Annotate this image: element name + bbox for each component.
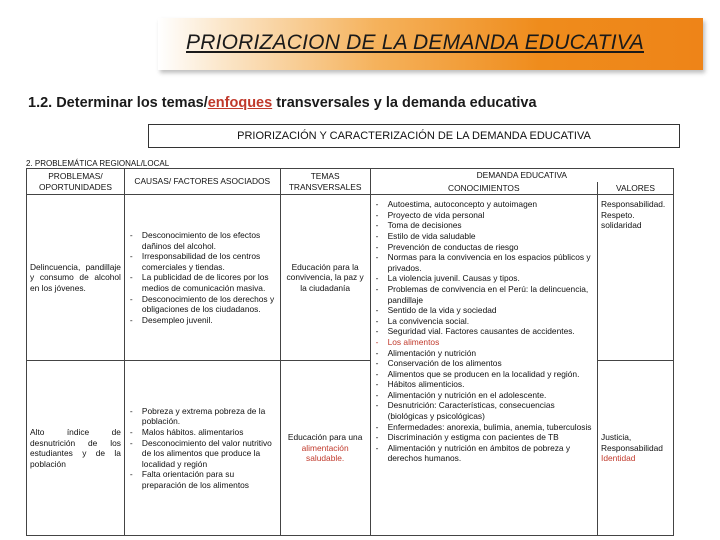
values-cell (598, 361, 674, 536)
value-item: Responsabilidad (601, 442, 663, 453)
list-item: - La publicidad de de licores por los medios de comunicación masiva. (142, 272, 277, 293)
subtitle-before: 1.2. Determinar los temas/ (28, 95, 208, 111)
demand-table (26, 168, 674, 536)
list-item: - Prevención de conductas de riesgo (388, 242, 594, 253)
subtitle-highlight: enfoques (207, 95, 273, 111)
problem-cell: Alto índice de desnutrición de los estudiantes y de la población (27, 361, 125, 536)
header-valores: VALORES (598, 182, 674, 195)
list-item: - Seguridad vial. Factores causantes de accidentes. (388, 326, 594, 337)
list-item: - Estilo de vida saludable (388, 231, 594, 242)
causes-cell (124, 195, 280, 361)
theme-cell (280, 361, 370, 536)
list-item: - Sentido de la vida y sociedad (388, 305, 594, 316)
subtitle-after: transversales y la demanda educativa (272, 95, 537, 111)
problem-cell: Delincuencia, pandillaje y consumo de alcohol en los jóvenes. (27, 195, 125, 361)
theme-highlight: alimentación saludable. (301, 442, 349, 464)
value-item: Identidad (601, 453, 636, 464)
header-temas: TEMAS TRANSVERSALES (280, 169, 370, 195)
list-item: - Desnutrición: Características, consecuencias (biológicas y psicológicas) (388, 400, 594, 421)
page-title: PRIORIZACION DE LA DEMANDA EDUCATIVA (186, 31, 644, 54)
header-causas: CAUSAS/ FACTORES ASOCIADOS (124, 169, 280, 195)
list-item: - Los alimentos (388, 337, 594, 348)
causes-cell (124, 361, 280, 536)
list-item: - Alimentación y nutrición en el adolescente. (388, 390, 594, 401)
header-problemas: PROBLEMAS/ OPORTUNIDADES (27, 169, 125, 195)
theme-text: Educación para la convivencia, la paz y la ciudadanía (286, 261, 364, 293)
list-item: - Malos hábitos. alimentarios (142, 427, 277, 438)
list-item: - Normas para la convivencia en los espacios públicos y privados. (388, 252, 594, 273)
list-item: - La convivencia social. (388, 316, 594, 327)
list-item: - Alimentación y nutrición en ámbitos de pobreza y derechos humanos. (388, 443, 594, 464)
list-item: - Enfermedades: anorexia, bulimia, anemia, tuberculosis (388, 422, 594, 433)
section-label: 2. PROBLEMÁTICA REGIONAL/LOCAL (26, 159, 170, 168)
header-conocimientos: CONOCIMIENTOS (370, 182, 597, 195)
list-item: - Desempleo juvenil. (142, 315, 277, 326)
list-item: - Autoestima, autoconcepto y autoimagen (388, 199, 594, 210)
header-row (27, 169, 674, 182)
title-banner (158, 18, 703, 70)
list-item: - Falta orientación para su preparación de los alimentos (142, 469, 277, 490)
list-item: - Desconocimiento del valor nutritivo de los alimentos que produce la localidad y región (142, 438, 277, 470)
list-item: - Problemas de convivencia en el Perú: la delincuencia, pandillaje (388, 284, 594, 305)
value-item: Justicia, (601, 432, 632, 443)
list-item: - Conservación de los alimentos (388, 358, 594, 369)
value-item: Responsabilidad. (601, 199, 666, 210)
list-item: - Alimentos que se producen en la localidad y región. (388, 369, 594, 380)
list-item: - Proyecto de vida personal (388, 210, 594, 221)
list-item: - Desconocimiento de los derechos y obligaciones de los ciudadanos. (142, 294, 277, 315)
section-subtitle (28, 95, 537, 111)
list-item: - La violencia juvenil. Causas y tipos. (388, 273, 594, 284)
knowledge-cell (370, 195, 597, 536)
theme-text: Educación para una (287, 432, 363, 443)
list-item: - Pobreza y extrema pobreza de la población. (142, 406, 277, 427)
value-item: solidaridad (601, 220, 642, 231)
list-item: - Desconocimiento de los efectos dañinos del alcohol. (142, 230, 277, 251)
values-cell (598, 195, 674, 361)
value-item: Respeto. (601, 209, 635, 220)
list-item: - Irresponsabilidad de los centros comerciales y tiendas. (142, 251, 277, 272)
list-item: - Hábitos alimenticios. (388, 379, 594, 390)
list-item: - Alimentación y nutrición (388, 348, 594, 359)
table-row (27, 195, 674, 361)
list-item: - Toma de decisiones (388, 220, 594, 231)
table-title: PRIORIZACIÓN Y CARACTERIZACIÓN DE LA DEMANDA EDUCATIVA (148, 124, 680, 148)
list-item: - Discriminación y estigma con pacientes de TB (388, 432, 594, 443)
theme-cell (280, 195, 370, 361)
header-demanda: DEMANDA EDUCATIVA (370, 169, 673, 182)
